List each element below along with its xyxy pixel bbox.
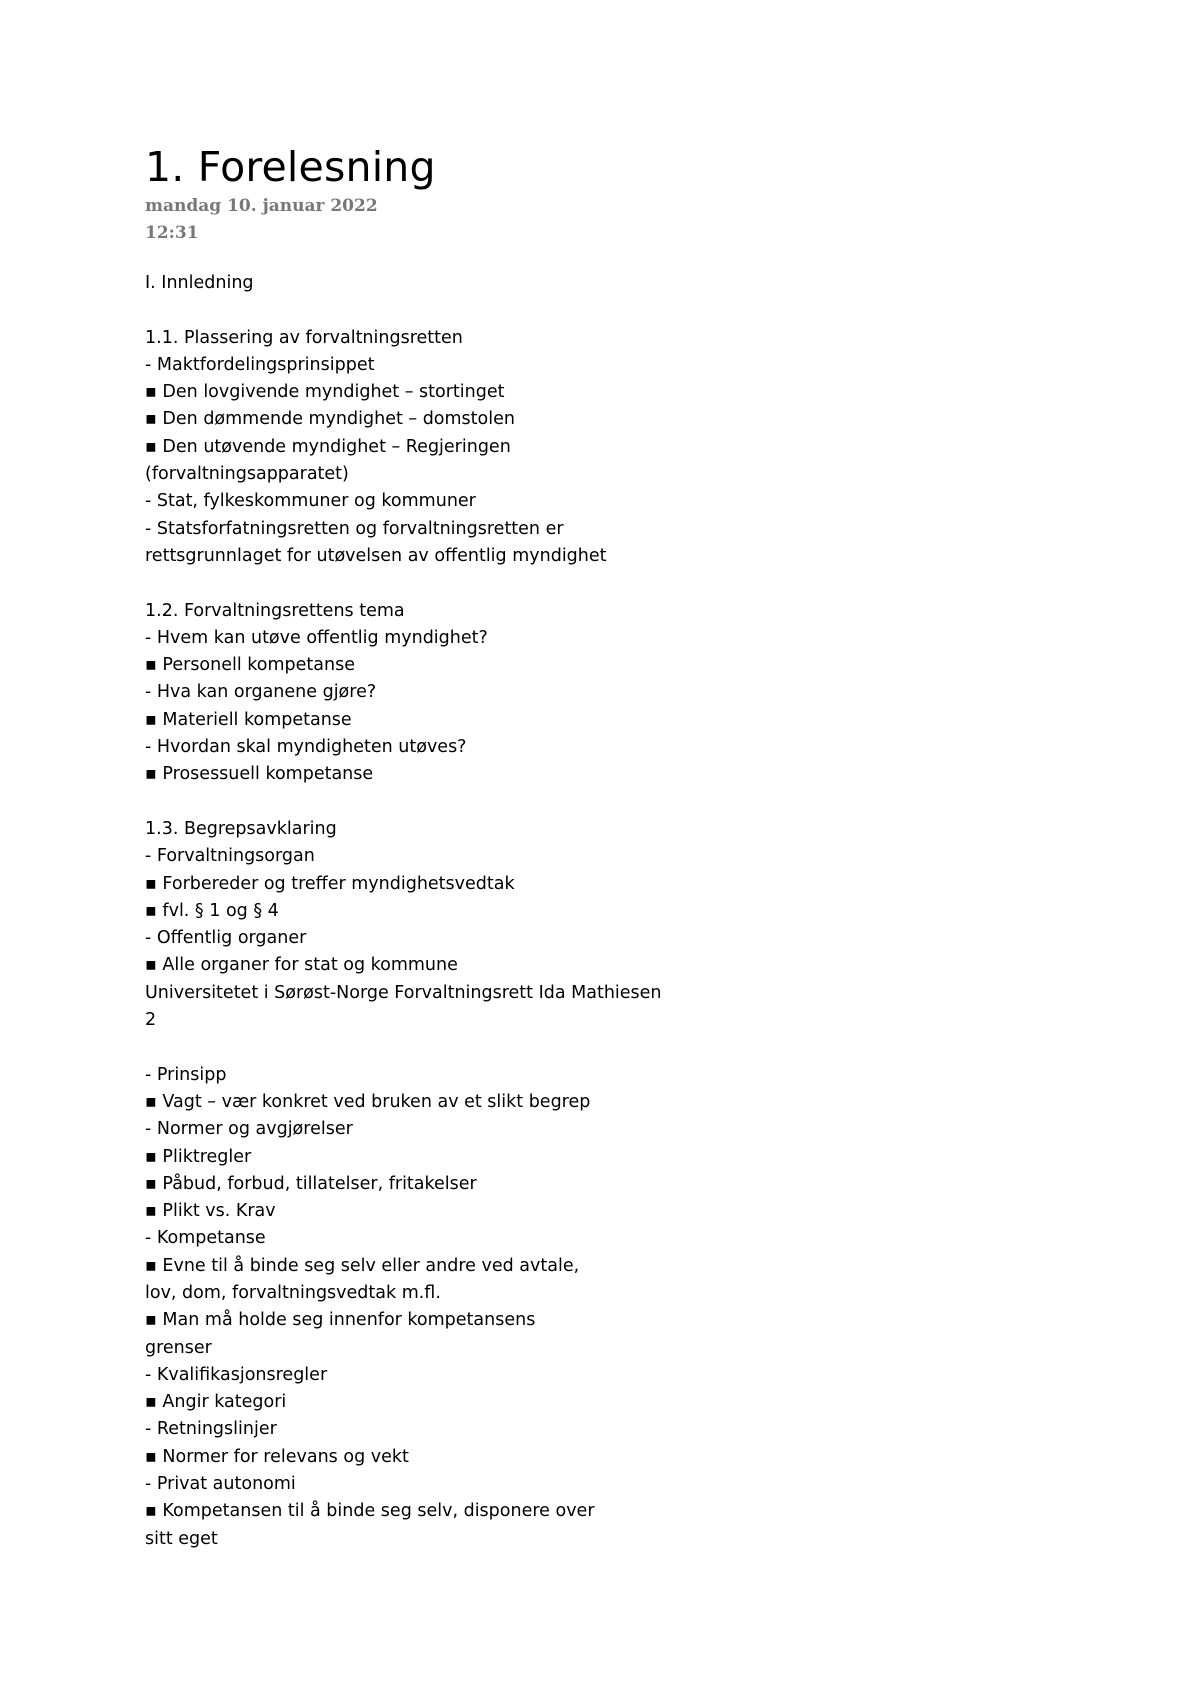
text-line: 2 [145, 1010, 157, 1031]
text-line: lov, dom, forvaltningsvedtak m.fl. [145, 1282, 441, 1303]
text-line: - Forvaltningsorgan [145, 846, 315, 867]
text-line: ▪ Den dømmende myndighet – domstolen [145, 409, 515, 430]
text-line: ▪ Prosessuell kompetanse [145, 764, 374, 785]
note-date: mandag 10. januar 2022 [145, 196, 378, 216]
text-line: - Stat, fylkeskommuner og kommuner [145, 491, 476, 512]
blank-line [145, 789, 1125, 816]
text-line: - Hvordan skal myndigheten utøves? [145, 737, 467, 758]
text-line: grenser [145, 1337, 212, 1358]
text-line: - Offentlig organer [145, 928, 307, 949]
text-line: - Retningslinjer [145, 1419, 277, 1440]
text-line: 1.1. Plassering av forvaltningsretten [145, 327, 463, 348]
blank-line [145, 1034, 1125, 1061]
text-line: ▪ Materiell kompetanse [145, 709, 352, 730]
text-line: ▪ Man må holde seg innenfor kompetansens [145, 1310, 536, 1331]
note-body [145, 270, 1125, 1553]
text-line: - Kvalifikasjonsregler [145, 1364, 328, 1385]
text-line: I. Innledning [145, 273, 254, 293]
text-line: ▪ Evne til å binde seg selv eller andre ved avtale, [145, 1255, 580, 1276]
text-line: sitt eget [145, 1528, 218, 1549]
text-line: - Normer og avgjørelser [145, 1119, 353, 1140]
text-line: ▪ Påbud, forbud, tillatelser, fritakelser [145, 1173, 477, 1194]
text-line: - Maktfordelingsprinsippet [145, 354, 375, 375]
text-line: - Hvem kan utøve offentlig myndighet? [145, 627, 488, 648]
text-line: ▪ Den lovgivende myndighet – stortinget [145, 382, 505, 403]
text-line: - Prinsipp [145, 1064, 227, 1085]
text-line: - Kompetanse [145, 1228, 266, 1249]
text-line: rettsgrunnlaget for utøvelsen av offentlig myndighet [145, 545, 607, 566]
text-line: ▪ Pliktregler [145, 1146, 252, 1167]
note-time: 12:31 [145, 223, 199, 243]
text-line: ▪ Forbereder og treffer myndighetsvedtak [145, 873, 515, 894]
text-line: ▪ fvl. § 1 og § 4 [145, 900, 279, 921]
document-page [145, 142, 1125, 1553]
blank-line [145, 297, 1125, 324]
page-title: 1. Forelesning [145, 143, 436, 191]
text-line: ▪ Angir kategori [145, 1392, 287, 1413]
text-line: ▪ Plikt vs. Krav [145, 1201, 276, 1222]
text-line: - Hva kan organene gjøre? [145, 682, 377, 703]
text-line: 1.2. Forvaltningsrettens tema [145, 600, 405, 621]
text-line: ▪ Alle organer for stat og kommune [145, 955, 458, 976]
text-line: ▪ Kompetansen til å binde seg selv, disponere over [145, 1501, 595, 1522]
text-line: ▪ Den utøvende myndighet – Regjeringen [145, 436, 511, 457]
text-line: - Privat autonomi [145, 1474, 296, 1495]
text-line: Universitetet i Sørøst-Norge Forvaltningsrett Ida Mathiesen [145, 982, 662, 1003]
text-line: ▪ Normer for relevans og vekt [145, 1446, 409, 1467]
text-line: ▪ Personell kompetanse [145, 655, 355, 676]
text-line: 1.3. Begrepsavklaring [145, 818, 337, 839]
blank-line [145, 570, 1125, 597]
text-line: (forvaltningsapparatet) [145, 464, 349, 485]
text-line: ▪ Vagt – vær konkret ved bruken av et slikt begrep [145, 1091, 591, 1112]
text-line: - Statsforfatningsretten og forvaltningsretten er [145, 518, 564, 539]
